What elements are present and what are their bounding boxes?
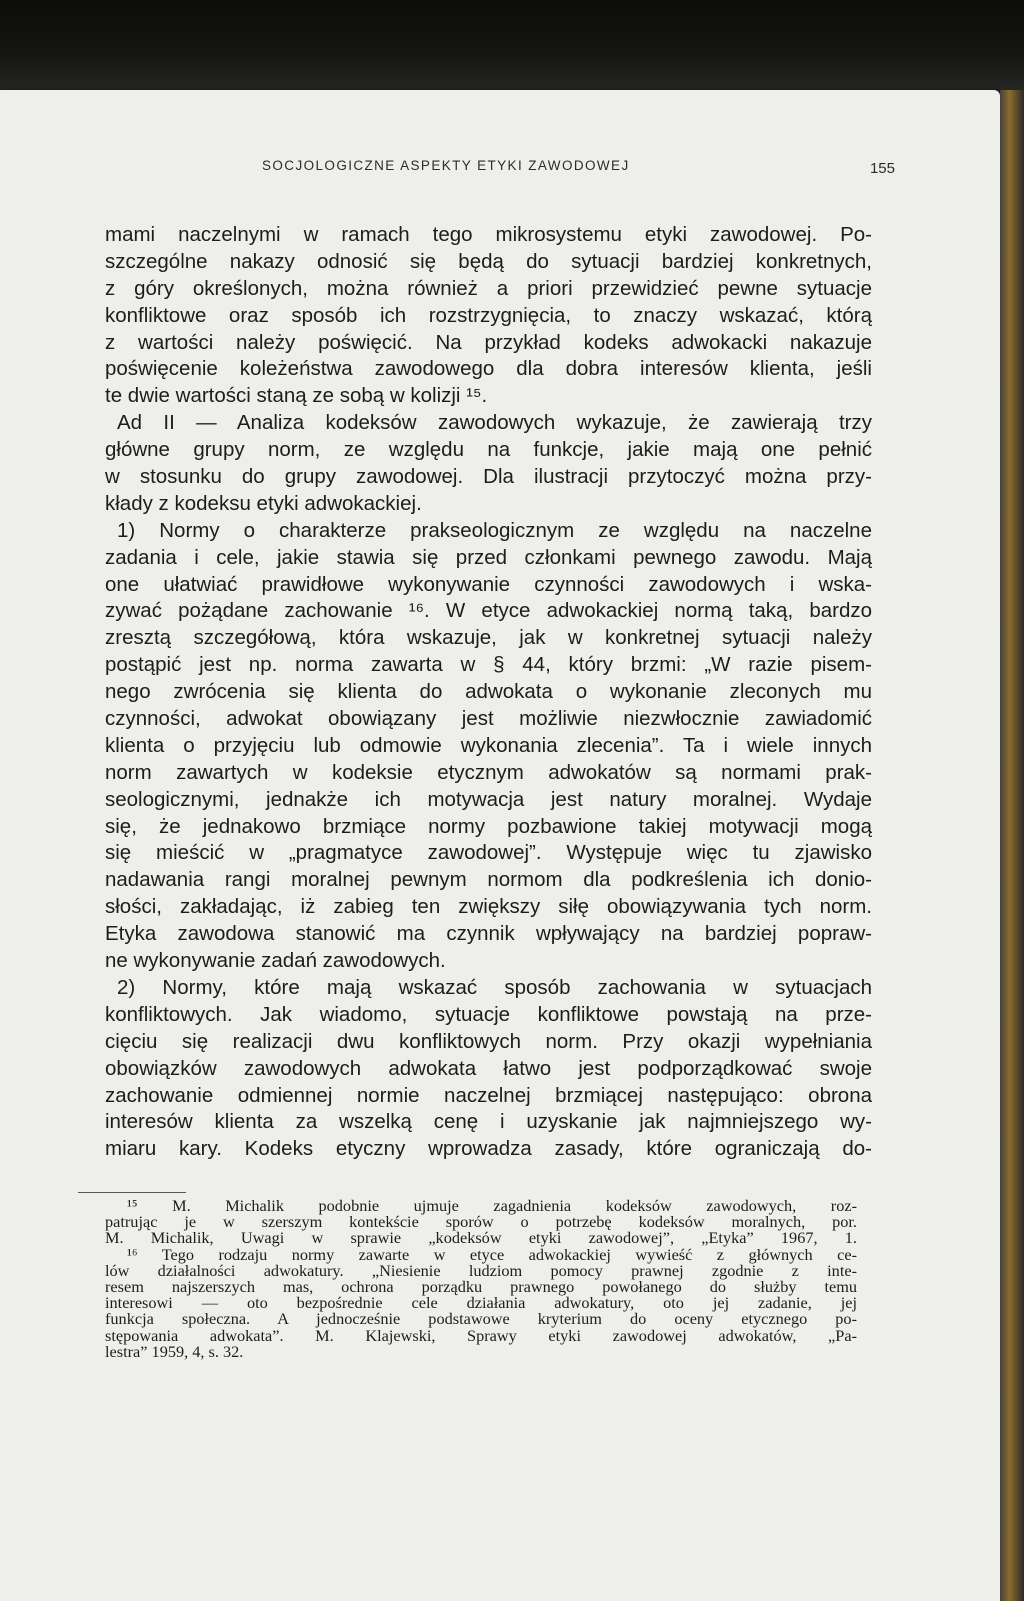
- footnote-line: stępowania adwokata”. M. Klajewski, Sprawy etyki zawodowej adwokatów, „Pa-: [105, 1325, 857, 1345]
- body-line: klienta o przyjęciu lub odmowie wykonania zlecenia”. Ta i wiele innych: [105, 733, 872, 757]
- body-line: Ad II — Analiza kodeksów zawodowych wykazuje, że zawierają trzy: [117, 411, 872, 435]
- body-line: Etyka zawodowa stanowić ma czynnik wpływający na bardziej popraw-: [105, 922, 872, 946]
- footnote-line: ¹⁶ Tego rodzaju normy zawarte w etyce adwokackiej wywieść z głównych ce-: [127, 1244, 857, 1264]
- running-head: SOCJOLOGICZNE ASPEKTY ETYKI ZAWODOWEJ: [262, 158, 630, 173]
- footnotes: [105, 1198, 857, 1360]
- body-text: [105, 222, 872, 1163]
- footnote-line: interesowi — oto bezpośrednie cele działania adwokatury, oto jej zadanie, jej: [105, 1293, 857, 1313]
- body-line: z góry określonych, można również a priori przewidzieć pewne sytuacje: [105, 276, 872, 300]
- body-line: nego zwrócenia się klienta do adwokata o wykonanie zleconych mu: [105, 680, 872, 704]
- page-number: 155: [869, 160, 895, 177]
- body-line: główne grupy norm, ze względu na funkcje, jakie mają one pełnić: [105, 438, 872, 462]
- scan-background-top: [0, 0, 1024, 100]
- body-line: te dwie wartości staną ze sobą w kolizji ¹⁵.: [105, 384, 488, 408]
- body-line: one ułatwiać prawidłowe wykonywanie czynności zawodowych i wska-: [105, 572, 872, 596]
- body-line: norm zawartych w kodeksie etycznym adwokatów są normami prak-: [105, 760, 872, 784]
- body-line: konfliktowych. Jak wiadomo, sytuacje konfliktowe powstają na prze-: [105, 1002, 872, 1026]
- body-line: miaru kary. Kodeks etyczny wprowadza zasady, które ograniczają do-: [105, 1137, 872, 1161]
- footnote-line: patrując je w szerszym kontekście sporów o potrzebę kodeksów moralnych, por.: [105, 1212, 857, 1232]
- body-line: zadania i cele, jakie stawia się przed członkami pewnego zawodu. Mają: [105, 545, 872, 569]
- footnote-line: funkcja społeczna. A jednocześnie podstawowe kryterium do oceny etycznego po-: [105, 1309, 857, 1329]
- body-line: konfliktowe oraz sposób ich rozstrzygnięcia, to znaczy wskazać, którą: [105, 303, 872, 327]
- body-line: w stosunku do grupy zawodowej. Dla ilustracji przytoczyć można przy-: [105, 465, 872, 489]
- body-line: kłady z kodeksu etyki adwokackiej.: [105, 491, 422, 515]
- footnote-line: lów działalności adwokatury. „Niesienie ludziom pomocy prawnej zgodnie z inte-: [105, 1260, 857, 1280]
- body-line: 2) Normy, które mają wskazać sposób zachowania w sytuacjach: [117, 975, 872, 999]
- body-line: się mieścić w „pragmatyce zawodowej”. Występuje więc tu zjawisko: [105, 841, 872, 865]
- body-line: seologicznymi, jednakże ich motywacja jest natury moralnej. Wydaje: [105, 787, 872, 811]
- footnote-line: resem najszerszych mas, ochrona porządku prawnego powołanego do służby temu: [105, 1276, 857, 1296]
- body-line: cięciu się realizacji dwu konfliktowych norm. Przy okazji wypełniania: [105, 1029, 872, 1053]
- body-line: czynności, adwokat obowiązany jest możliwie niezwłocznie zawiadomić: [105, 707, 872, 731]
- body-line: nadawania rangi moralnej pewnym normom dla podkreślenia ich donio-: [105, 868, 872, 892]
- body-line: ne wykonywanie zadań zawodowych.: [105, 949, 446, 973]
- footnote-line: M. Michalik, Uwagi w sprawie „kodeksów etyki zawodowej”, „Etyka” 1967, 1.: [105, 1228, 857, 1248]
- body-line: zresztą szczegółową, która wskazuje, jak w konkretnej sytuacji należy: [105, 626, 872, 650]
- body-line: słości, zakładając, iż zabieg ten zwiększy siłę obowiązywania tych norm.: [105, 895, 872, 919]
- footnote-separator: [78, 1192, 186, 1193]
- body-line: z wartości należy poświęcić. Na przykład kodeks adwokacki nakazuje: [105, 330, 872, 354]
- body-line: się, że jednakowo brzmiące normy pozbawione takiej motywacji mogą: [105, 814, 872, 838]
- body-line: poświęcenie koleżeństwa zawodowego dla dobra interesów klienta, jeśli: [105, 357, 872, 381]
- body-line: zywać pożądane zachowanie ¹⁶. W etyce adwokackiej normą taką, bardzo: [105, 599, 872, 623]
- body-line: obowiązków zawodowych adwokata łatwo jest podporządkować swoje: [105, 1056, 872, 1080]
- footnote-line: lestra” 1959, 4, s. 32.: [105, 1341, 244, 1361]
- body-line: zachowanie odmiennej normie naczelnej brzmiącej następująco: obrona: [105, 1083, 872, 1107]
- body-line: postąpić jest np. norma zawarta w § 44, który brzmi: „W razie pisem-: [105, 653, 872, 677]
- body-line: szczególne nakazy odnosić się będą do sytuacji bardziej konkretnych,: [105, 249, 872, 273]
- book-spine-edge: [1000, 90, 1024, 1601]
- body-line: interesów klienta za wszelką cenę i uzyskanie jak najmniejszego wy-: [105, 1110, 872, 1134]
- body-line: 1) Normy o charakterze prakseologicznym ze względu na naczelne: [117, 518, 872, 542]
- footnote-line: ¹⁵ M. Michalik podobnie ujmuje zagadnienia kodeksów zawodowych, roz-: [127, 1196, 857, 1215]
- body-line: mami naczelnymi w ramach tego mikrosystemu etyki zawodowej. Po-: [105, 223, 872, 246]
